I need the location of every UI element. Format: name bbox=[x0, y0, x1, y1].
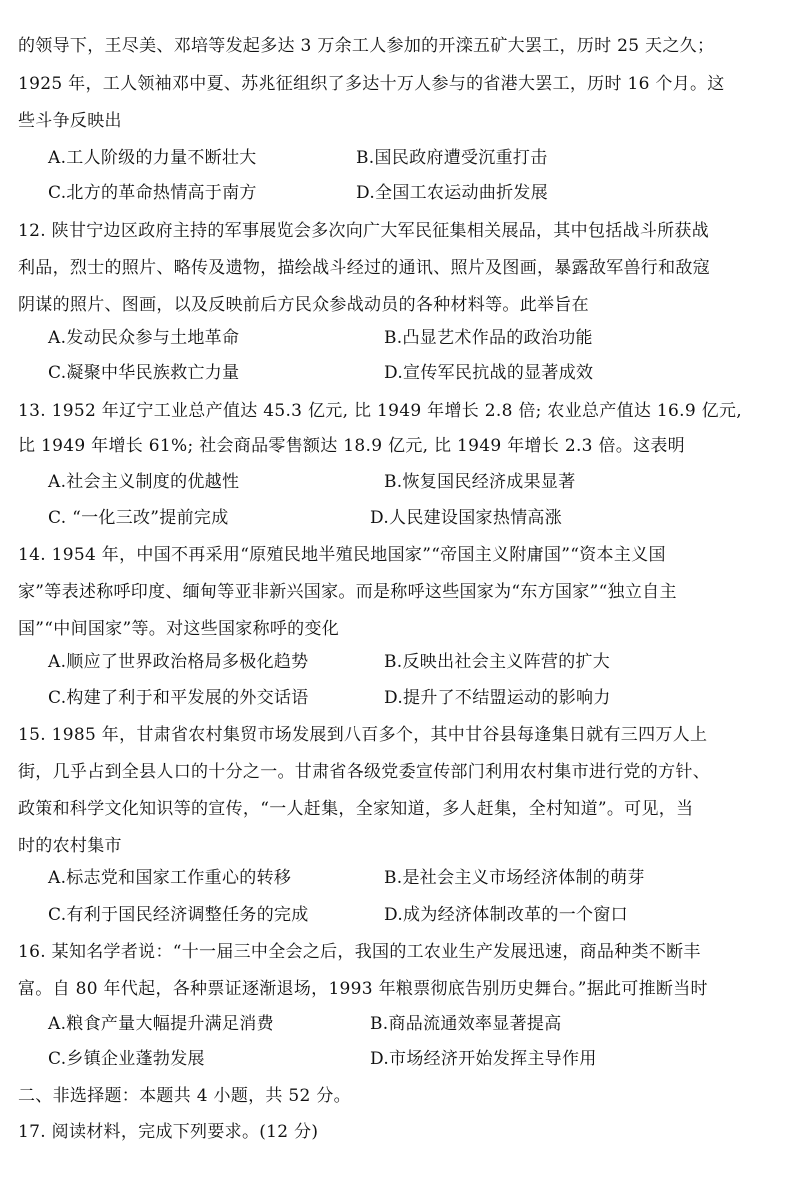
question-12-option-c: C.凝聚中华民族救亡力量 bbox=[48, 363, 240, 383]
section-heading: 二、非选择题：本题共 4 小题，共 52 分。 bbox=[18, 1086, 351, 1106]
question-11-stem-line-2: 1925 年，工人领袖邓中夏、苏兆征组织了多达十万人参与的省港大罢工，历时 16 个月。这 bbox=[18, 74, 725, 94]
question-12-option-b: B.凸显艺术作品的政治功能 bbox=[384, 328, 593, 348]
question-11-option-c: C.北方的革命热情高于南方 bbox=[48, 183, 257, 203]
question-12-stem-line-2: 利品，烈士的照片、略传及遗物，描绘战斗经过的通讯、照片及图画，暴露敌军兽行和敌寇 bbox=[18, 258, 710, 278]
question-16-option-a: A.粮食产量大幅提升满足消费 bbox=[48, 1014, 274, 1034]
question-16-stem-line-2: 富。自 80 年代起，各种票证逐渐退场，1993 年粮票彻底告别历史舞台。”据此可推断当时 bbox=[18, 979, 708, 999]
question-15-option-c: C.有利于国民经济调整任务的完成 bbox=[48, 905, 309, 925]
question-13-stem-line-1: 13. 1952 年辽宁工业总产值达 45.3 亿元, 比 1949 年增长 2.8 倍; 农业总产值达 16.9 亿元, bbox=[18, 401, 742, 421]
question-11-option-a: A.工人阶级的力量不断壮大 bbox=[48, 148, 257, 168]
question-11-option-d: D.全国工农运动曲折发展 bbox=[356, 183, 549, 203]
question-12-option-d: D.宣传军民抗战的显著成效 bbox=[384, 363, 594, 383]
question-14-stem-line-2: 家”等表述称呼印度、缅甸等亚非新兴国家。而是称呼这些国家为“东方国家”“独立自主 bbox=[18, 582, 677, 602]
question-16-stem-line-1: 16. 某知名学者说：“十一届三中全会之后，我国的工农业生产发展迅速，商品种类不断丰 bbox=[18, 942, 701, 962]
question-14-option-c: C.构建了利于和平发展的外交话语 bbox=[48, 688, 309, 708]
question-17-stem: 17. 阅读材料，完成下列要求。(12 分) bbox=[18, 1122, 319, 1142]
question-14-stem-line-3: 国”“中间国家”等。对这些国家称呼的变化 bbox=[18, 619, 340, 639]
question-16-option-b: B.商品流通效率显著提高 bbox=[370, 1014, 562, 1034]
question-13-option-c: C. “一化三改”提前完成 bbox=[48, 508, 229, 528]
question-13-option-b: B.恢复国民经济成果显著 bbox=[384, 472, 576, 492]
question-13-option-d: D.人民建设国家热情高涨 bbox=[370, 508, 563, 528]
question-15-option-a: A.标志党和国家工作重心的转移 bbox=[48, 868, 292, 888]
question-15-option-b: B.是社会主义市场经济体制的萌芽 bbox=[384, 868, 645, 888]
question-14-option-a: A.顺应了世界政治格局多极化趋势 bbox=[48, 652, 309, 672]
question-11-option-b: B.国民政府遭受沉重打击 bbox=[356, 148, 548, 168]
question-11-stem-line-1: 的领导下，王尽美、邓培等发起多达 3 万余工人参加的开滦五矿大罢工，历时 25 天之久； bbox=[18, 36, 715, 56]
question-16-option-c: C.乡镇企业蓬勃发展 bbox=[48, 1049, 205, 1069]
question-14-option-b: B.反映出社会主义阵营的扩大 bbox=[384, 652, 611, 672]
question-15-stem-line-2: 街，几乎占到全县人口的十分之一。甘肃省各级党委宣传部门利用农村集市进行党的方针、 bbox=[18, 762, 710, 782]
question-15-stem-line-1: 15. 1985 年，甘肃省农村集贸市场发展到八百多个，其中甘谷县每逢集日就有三四万人上 bbox=[18, 725, 708, 745]
question-15-option-d: D.成为经济体制改革的一个窗口 bbox=[384, 905, 628, 925]
question-14-option-d: D.提升了不结盟运动的影响力 bbox=[384, 688, 611, 708]
question-15-stem-line-4: 时的农村集市 bbox=[18, 836, 122, 856]
question-11-stem-line-3: 些斗争反映出 bbox=[18, 111, 122, 131]
question-16-option-d: D.市场经济开始发挥主导作用 bbox=[370, 1049, 597, 1069]
question-13-stem-line-2: 比 1949 年增长 61%; 社会商品零售额达 18.9 亿元, 比 1949 年增长 2.3 倍。这表明 bbox=[18, 436, 685, 456]
question-12-stem-line-3: 阴谋的照片、图画，以及反映前后方民众参战动员的各种材料等。此举旨在 bbox=[18, 295, 589, 315]
question-12-stem-line-1: 12. 陕甘宁边区政府主持的军事展览会多次向广大军民征集相关展品，其中包括战斗所获战 bbox=[18, 221, 710, 241]
question-12-option-a: A.发动民众参与土地革命 bbox=[48, 328, 240, 348]
question-13-option-a: A.社会主义制度的优越性 bbox=[48, 472, 240, 492]
question-15-stem-line-3: 政策和科学文化知识等的宣传，“一人赶集，全家知道，多人赶集，全村知道”。可见，当 bbox=[18, 799, 694, 819]
question-14-stem-line-1: 14. 1954 年，中国不再采用“原殖民地半殖民地国家”“帝国主义附庸国”“资本主义国 bbox=[18, 545, 666, 565]
